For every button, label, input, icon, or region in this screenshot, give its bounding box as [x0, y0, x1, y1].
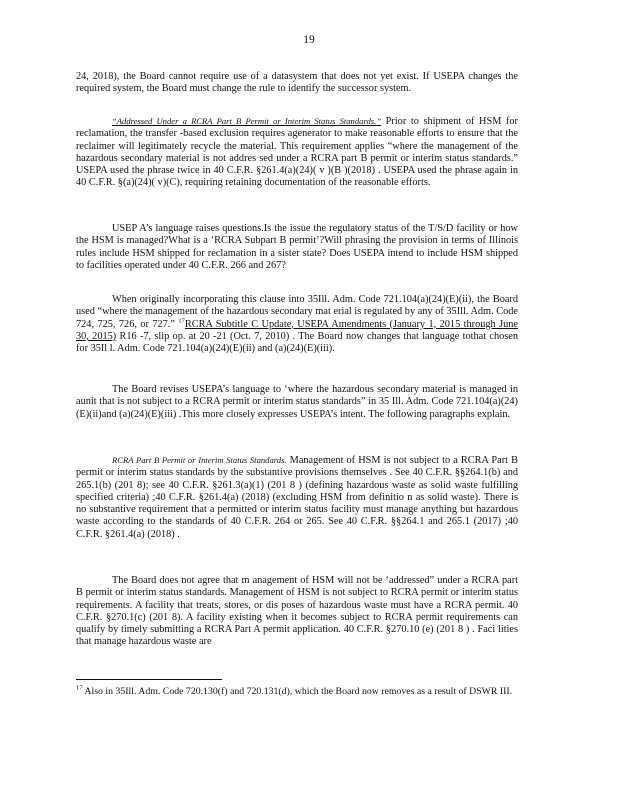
footnote-divider — [76, 679, 222, 680]
paragraph-4-text-a: When originally incorporating this clause into 35Ill. Adm. Code 721.104(a)(24)(E)(ii), the Board used “where the management of the hazardous secondary mat erial is regulated by any of 35Ill. Adm. Code 724, 725, 726, or 727.” — [76, 294, 518, 330]
paragraph-2-text: Prior to shipment of HSM for reclamation, the transfer -based exclusion requires agenerator to make reasonable efforts to ensure that the reclaimer will legitimately recycle the material. This requirement applies “where the management of the hazardous secondary material is not addres sed under a RCRA part B permit or interim status standards.” USEPA used the phrase twice in 40 C.F.R. §261.4(a)(24)( v )(B )(2018) . USEPA used the phrase again in 40 C.F.R. §(a)(24)( v)(C), requiring retaining documentation of the reasonable efforts. — [76, 116, 518, 189]
paragraph-4 — [76, 294, 518, 355]
paragraph-1: 24, 2018), the Board cannot require use of a datasystem that does not yet exist. If USEPA changes the required system, the Board must change the rule to identify the successor system. — [76, 71, 518, 95]
paragraph-3: USEP A’s language raises questions.Is the issue the regulatory status of the T/S/D facility or how the HSM is managed?What is a ‘RCRA Subpart B permit’?Will phrasing the provision in terms of Illinois rules include HSM shipped for reclamation in a sister state? Does USEPA intend to include HSM shipped to facilities operated under 40 C.F.R. 266 and 267? — [76, 223, 518, 271]
footnote-text: Also in 35Ill. Adm. Code 720.130(f) and 720.131(d), which the Board now removes as a result of DSWR III. — [82, 686, 513, 697]
paragraph-2-heading: “Addressed Under a RCRA Part B Permit or Interim Status Standards.” — [112, 116, 382, 126]
paragraph-4-text-b: R16 -7, slip op. at 20 -21 (Oct. 7, 2010) . The Board now changes that language tothat chosen for 35Il l. Adm. Code 721.104(a)(24)(E)(ii) and (a)(24)(E)(iii). — [76, 330, 518, 355]
paragraph-6-heading: RCRA Part B Permit or Interim Status Standards. — [112, 455, 287, 465]
paragraph-7: The Board does not agree that m anagement of HSM will not be ‘addressed” under a RCRA part B permit or interim status standards. Management of HSM is not subject to RCRA permit or interim status requirements. A facility that treats, stores, or dis poses of hazardous waste must have a RCRA permit. 40 C.F.R. §270.1(c) (201 8). A facility existing when it becomes subject to RCRA permit requirements can qualify by timely submitting a RCRA Part A permit application. 40 C.F.R. §270.10 (e) (201 8 ) . Faci lities that manage hazardous waste are — [76, 575, 518, 648]
paragraph-2 — [76, 115, 518, 190]
page-number: 19 — [303, 34, 315, 46]
footnote-ref-17: 17 — [178, 317, 185, 325]
footnote-mark: 17 — [76, 684, 83, 692]
footnote-17 — [76, 686, 518, 699]
paragraph-6-text: Management of HSM is not subject to a RCRA Part B permit or interim status standards by the substantive provisions themselves . See 40 C.F.R. §§264.1(b) and 265.1(b) (201 8); see 40 C.F.R. §261.3(a)(1) (201 8 ) (defining hazardous waste as solid waste fulfilling specified criteria) ;40 C.F.R. §261.4(a) (2018) (excluding HSM from definitio n as solid waste). There is no substantive requirement that a permitted or interim status facility must manage anything but hazardous waste according to the standards of 40 C.F.R. 264 or 265. See 40 C.F.R. §§264.1 and 265.1 (2017) ;40 C.F.R. §261.4(a) (2018) . — [76, 455, 518, 540]
paragraph-5: The Board revises USEPA’s language to ‘where the hazardous secondary material is managed in aunit that is not subject to a RCRA permit or interim status standards” in 35 Ill. Adm. Code 721.104(a)(24) (E)(ii)and (a)(24)(E)(iii) .This more closely expresses USEPA’s intent. The following paragraphs explain. — [76, 384, 518, 420]
paragraph-6 — [76, 454, 518, 541]
paragraph-4-citation: RCRA Subtitle C Update, USEPA Amendments (January 1, 2015 through June 30, 2015) — [76, 318, 518, 342]
